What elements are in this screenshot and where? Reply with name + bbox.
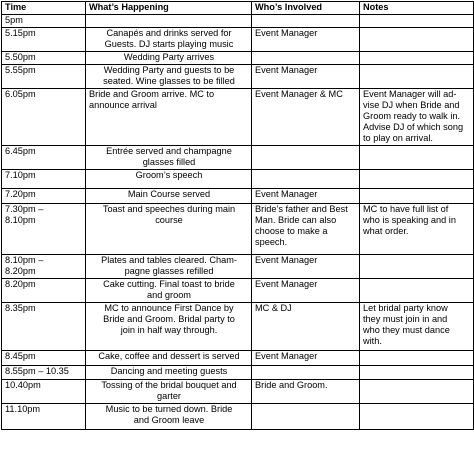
- table-row: [2, 303, 474, 351]
- happening-cell: Cake, coffee and dessert is served: [86, 351, 252, 366]
- notes-cell: [360, 404, 474, 430]
- happening-cell: Entrée served and champagne glasses filled: [86, 146, 252, 170]
- notes-cell: [360, 380, 474, 404]
- time-cell: 5.15pm: [2, 28, 86, 52]
- happening-cell: MC to announce First Dance by Bride and Groom. Bridal party to join in half way through.: [86, 303, 252, 351]
- notes-cell: [360, 146, 474, 170]
- notes-cell: [360, 52, 474, 65]
- involved-cell: Event Manager: [252, 65, 360, 89]
- time-cell: 11.10pm: [2, 404, 86, 430]
- happening-cell: Wedding Party arrives: [86, 52, 252, 65]
- happening-cell: Music to be turned down. Bride and Groom leave: [86, 404, 252, 430]
- time-cell: 6.45pm: [2, 146, 86, 170]
- table-row: [2, 366, 474, 380]
- involved-cell: MC & DJ: [252, 303, 360, 351]
- happening-cell: Canapés and drinks served for Guests. DJ starts playing music: [86, 28, 252, 52]
- involved-cell: Event Manager: [252, 189, 360, 204]
- time-cell: 8.20pm: [2, 279, 86, 303]
- notes-cell: Let bridal party know they must join in and who they must dance with.: [360, 303, 474, 351]
- involved-cell: [252, 170, 360, 189]
- involved-cell: [252, 52, 360, 65]
- time-cell: 8.10pm – 8.20pm: [2, 255, 86, 279]
- column-header-time: Time: [2, 2, 86, 15]
- happening-cell: Bride and Groom arrive. MC to announce arrival: [86, 89, 252, 146]
- involved-cell: Bride’s father and Best Man. Bride can also choose to make a speech.: [252, 204, 360, 255]
- table-row: [2, 89, 474, 146]
- table-row: [2, 65, 474, 89]
- table-row: [2, 15, 474, 28]
- time-cell: 8.35pm: [2, 303, 86, 351]
- happening-cell: Plates and tables cleared. Cham- pagne glasses refilled: [86, 255, 252, 279]
- notes-cell: [360, 366, 474, 380]
- wedding-reception-schedule-table: [1, 1, 474, 430]
- happening-cell: Cake cutting. Final toast to bride and groom: [86, 279, 252, 303]
- time-cell: 5.55pm: [2, 65, 86, 89]
- table-row: [2, 170, 474, 189]
- time-cell: 7.10pm: [2, 170, 86, 189]
- table-row: [2, 52, 474, 65]
- table-row: [2, 28, 474, 52]
- notes-cell: [360, 170, 474, 189]
- happening-cell: Main Course served: [86, 189, 252, 204]
- notes-cell: [360, 15, 474, 28]
- notes-cell: [360, 279, 474, 303]
- time-cell: 6.05pm: [2, 89, 86, 146]
- notes-cell: [360, 255, 474, 279]
- happening-cell: Toast and speeches during main course: [86, 204, 252, 255]
- happening-cell: Wedding Party and guests to be seated. Wine glasses to be filled: [86, 65, 252, 89]
- happening-cell: Dancing and meeting guests: [86, 366, 252, 380]
- column-header-whats-happening: What’s Happening: [86, 2, 252, 15]
- column-header-whos-involved: Who’s Involved: [252, 2, 360, 15]
- time-cell: 8.45pm: [2, 351, 86, 366]
- table-row: [2, 380, 474, 404]
- time-cell: 8.55pm – 10.35: [2, 366, 86, 380]
- header-row: [2, 2, 474, 15]
- column-header-notes: Notes: [360, 2, 474, 15]
- time-cell: 7.20pm: [2, 189, 86, 204]
- notes-cell: [360, 65, 474, 89]
- happening-cell: [86, 15, 252, 28]
- table-row: [2, 279, 474, 303]
- involved-cell: Event Manager: [252, 279, 360, 303]
- notes-cell: [360, 28, 474, 52]
- notes-cell: [360, 351, 474, 366]
- involved-cell: [252, 146, 360, 170]
- table-row: [2, 255, 474, 279]
- notes-cell: [360, 189, 474, 204]
- time-cell: 5.50pm: [2, 52, 86, 65]
- involved-cell: Bride and Groom.: [252, 380, 360, 404]
- involved-cell: [252, 404, 360, 430]
- involved-cell: Event Manager & MC: [252, 89, 360, 146]
- involved-cell: Event Manager: [252, 28, 360, 52]
- involved-cell: Event Manager: [252, 255, 360, 279]
- table-row: [2, 351, 474, 366]
- time-cell: 7.30pm – 8.10pm: [2, 204, 86, 255]
- happening-cell: Tossing of the bridal bouquet and garter: [86, 380, 252, 404]
- notes-cell: Event Manager will ad- vise DJ when Bride and Groom ready to walk in. Advise DJ of which song to play on arrival.: [360, 89, 474, 146]
- involved-cell: Event Manager: [252, 351, 360, 366]
- time-cell: 10.40pm: [2, 380, 86, 404]
- involved-cell: [252, 366, 360, 380]
- table-row: [2, 404, 474, 430]
- happening-cell: Groom’s speech: [86, 170, 252, 189]
- notes-cell: MC to have full list of who is speaking and in what order.: [360, 204, 474, 255]
- table-row: [2, 189, 474, 204]
- time-cell: 5pm: [2, 15, 86, 28]
- table-row: [2, 146, 474, 170]
- table-row: [2, 204, 474, 255]
- involved-cell: [252, 15, 360, 28]
